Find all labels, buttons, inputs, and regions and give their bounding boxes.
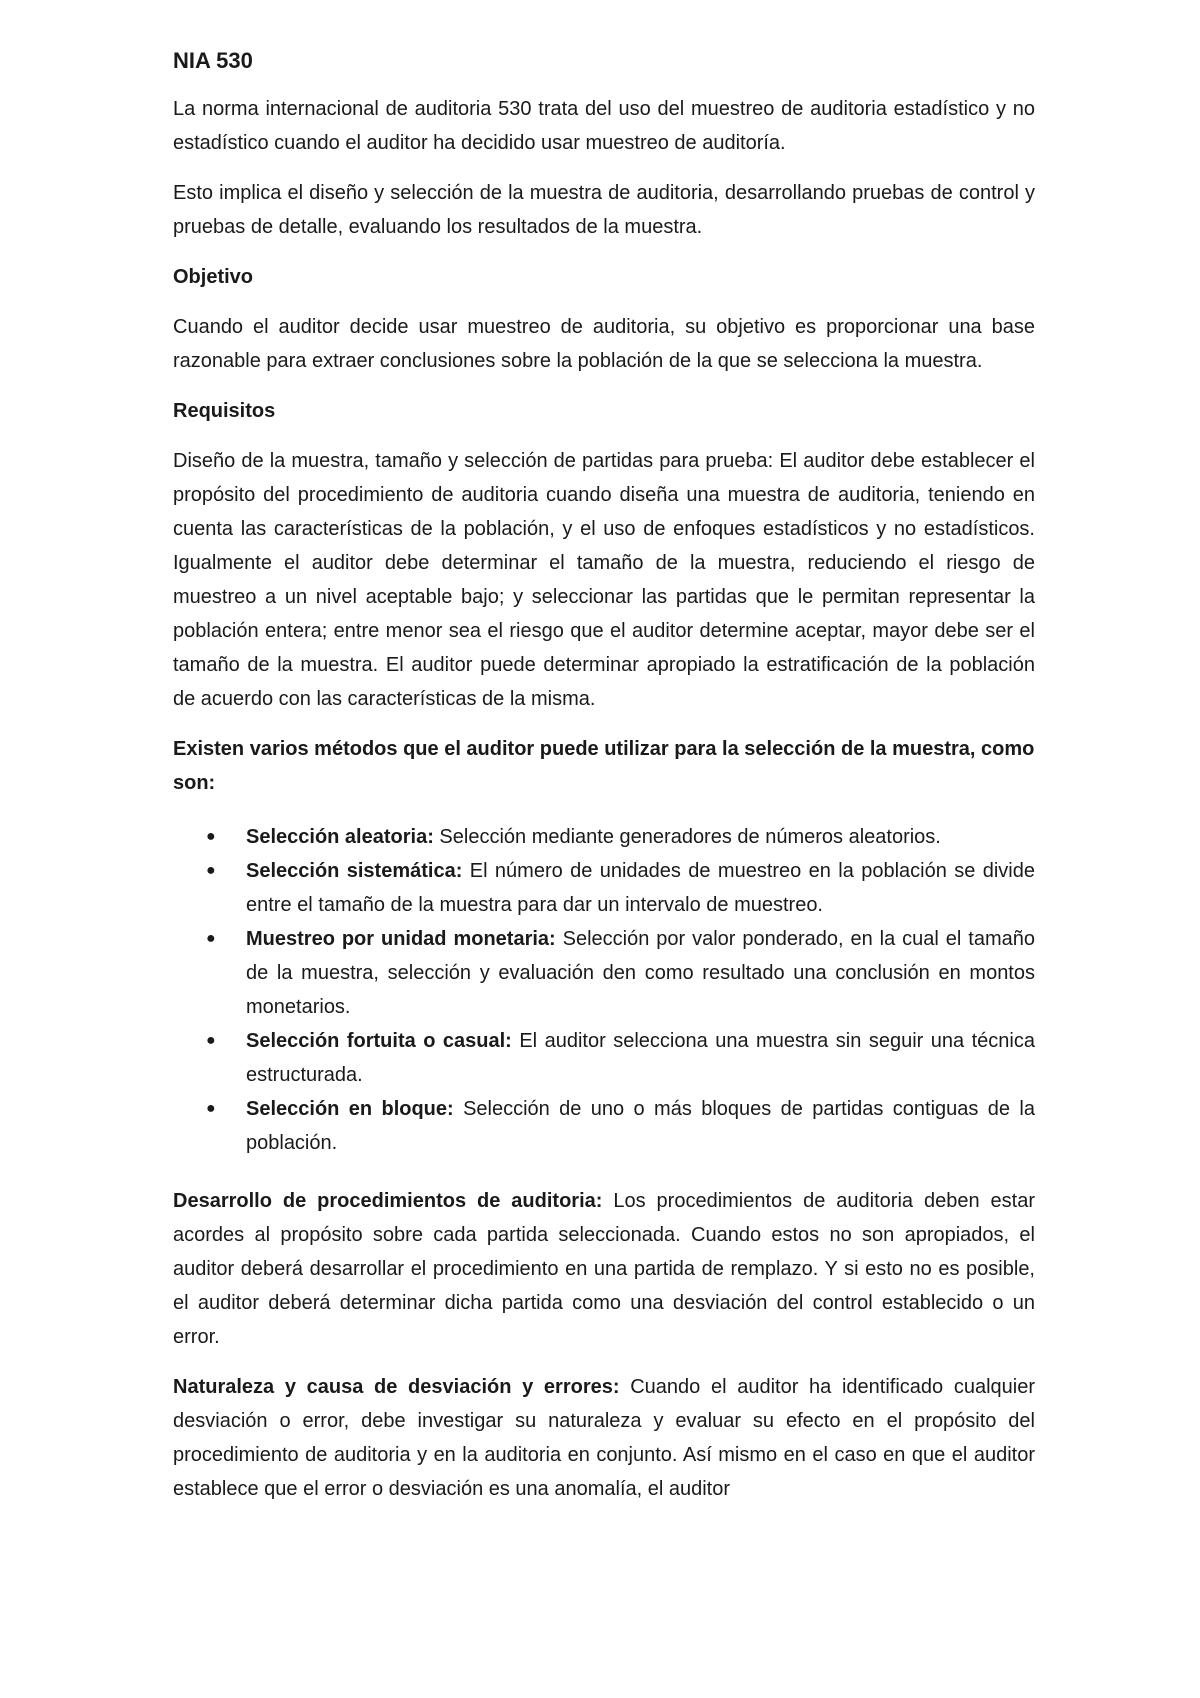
procedures-text: Los procedimientos de auditoria deben estar acordes al propósito sobre cada partida seleccionada. Cuando estos no son apropiados, el auditor deberá desarrollar el procedimiento en una partida de remplazo. Y si esto no es posible, el auditor deberá determinar dicha partida como una desviación del control establecido o un error. (173, 1190, 1035, 1348)
method-description: El número de unidades de muestreo en la población se divide entre el tamaño de la muestra para dar un intervalo de muestreo. (246, 860, 1035, 916)
methods-intro: Existen varios métodos que el auditor puede utilizar para la selección de la muestra, como son: (173, 738, 1035, 794)
bullet-icon: ● (206, 1032, 216, 1049)
bullet-icon: ● (206, 828, 216, 845)
bullet-icon: ● (206, 862, 216, 879)
bullet-icon: ● (206, 1100, 216, 1117)
nature-paragraph (173, 1370, 1035, 1506)
nature-text: Cuando el auditor ha identificado cualquier desviación o error, debe investigar su naturaleza y evaluar su efecto en el propósito del procedimiento de auditoria y en la auditoria en conjunto. Así mismo en el caso en que el auditor establece que el error o desviación es una anomalía, el auditor (173, 1376, 1035, 1500)
method-description: Selección mediante generadores de números aleatorios. (433, 826, 941, 848)
list-item (206, 854, 1035, 922)
methods-list (173, 820, 1035, 1160)
procedures-paragraph (173, 1184, 1035, 1354)
method-label: Muestreo por unidad monetaria: (246, 928, 556, 950)
method-description: Selección de uno o más bloques de partidas contiguas de la población. (246, 1098, 1035, 1154)
method-label: Selección en bloque: (246, 1098, 454, 1120)
method-label: Selección aleatoria: (246, 826, 434, 848)
requirements-heading: Requisitos (173, 400, 276, 422)
document-title: NIA 530 (173, 48, 253, 73)
method-description: El auditor selecciona una muestra sin seguir una técnica estructurada. (246, 1030, 1035, 1086)
method-description: Selección por valor ponderado, en la cual el tamaño de la muestra, selección y evaluación den como resultado una conclusión en montos monetarios. (246, 928, 1035, 1018)
list-item (206, 820, 1035, 854)
list-item (206, 1024, 1035, 1092)
document-page (173, 44, 1035, 1522)
method-label: Selección fortuita o casual: (246, 1030, 512, 1052)
method-label: Selección sistemática: (246, 860, 463, 882)
bullet-icon: ● (206, 930, 216, 947)
objective-paragraph: Cuando el auditor decide usar muestreo de auditoria, su objetivo es proporcionar una base razonable para extraer conclusiones sobre la población de la que se selecciona la muestra. (173, 316, 1035, 372)
list-item (206, 1092, 1035, 1160)
nature-label: Naturaleza y causa de desviación y errores: (173, 1376, 620, 1398)
list-item (206, 922, 1035, 1024)
intro-paragraph-1: La norma internacional de auditoria 530 trata del uso del muestreo de auditoria estadístico y no estadístico cuando el auditor ha decidido usar muestreo de auditoría. (173, 98, 1035, 154)
objective-heading: Objetivo (173, 266, 254, 288)
procedures-label: Desarrollo de procedimientos de auditoria: (173, 1190, 603, 1212)
requirements-paragraph: Diseño de la muestra, tamaño y selección de partidas para prueba: El auditor debe establecer el propósito del procedimiento de auditoria cuando diseña una muestra de auditoria, teniendo en cuenta las características de la población, y el uso de enfoques estadísticos y no estadísticos. Igualmente el auditor debe determinar el tamaño de la muestra, reduciendo el riesgo de muestreo a un nivel aceptable bajo; y seleccionar las partidas que le permitan representar la población entera; entre menor sea el riesgo que el auditor determine aceptar, mayor debe ser el tamaño de la muestra. El auditor puede determinar apropiado la estratificación de la población de acuerdo con las características de la misma. (173, 450, 1035, 710)
intro-paragraph-2: Esto implica el diseño y selección de la muestra de auditoria, desarrollando pruebas de control y pruebas de detalle, evaluando los resultados de la muestra. (173, 182, 1035, 238)
